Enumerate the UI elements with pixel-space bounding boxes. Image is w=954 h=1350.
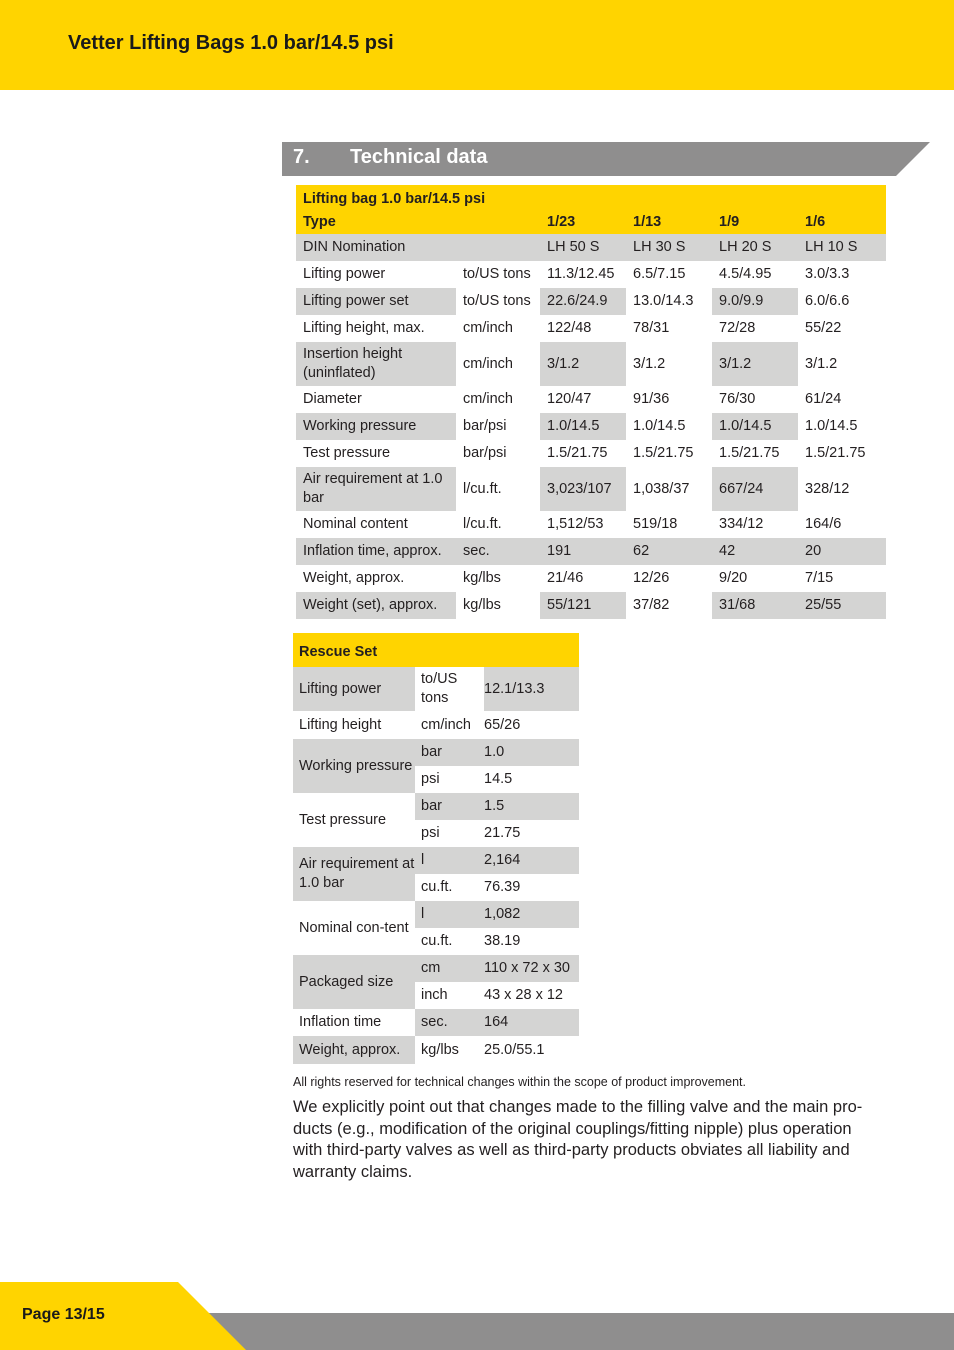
table-cell: 1.0 [484,739,579,766]
row-unit: l [415,901,484,928]
table-cell: 1.5 [484,793,579,820]
table-row [293,901,579,928]
table-row [296,467,886,511]
table-cell: 1.0/14.5 [626,413,712,440]
table-cell: 20 [798,538,886,565]
table-row [293,793,579,820]
table-row [296,386,886,413]
table-caption: Rescue Set [293,633,579,667]
table-cell: 42 [712,538,798,565]
row-unit: l/cu.ft. [456,511,540,538]
row-label: Weight (set), approx. [296,592,456,619]
table-cell: 334/12 [712,511,798,538]
table-cell: 78/31 [626,315,712,342]
header-cell: Type [296,210,456,234]
table-cell: 72/28 [712,315,798,342]
table-cell: 1.5/21.75 [798,440,886,467]
table-cell: 3/1.2 [712,342,798,386]
table-cell: LH 50 S [540,234,626,261]
row-unit: kg/lbs [456,592,540,619]
table-cell: LH 10 S [798,234,886,261]
table-cell: 191 [540,538,626,565]
row-label: Lifting power [296,261,456,288]
row-unit: cm/inch [456,315,540,342]
row-unit: sec. [456,538,540,565]
row-label: Inflation time [293,1009,415,1036]
table-caption-row [293,633,579,667]
table-cell: 11.3/12.45 [540,261,626,288]
row-unit: sec. [415,1009,484,1036]
row-label: Lifting height, max. [296,315,456,342]
header-cell: 1/9 [712,210,798,234]
table-cell: 91/36 [626,386,712,413]
table-cell: 62 [626,538,712,565]
table-cell: 65/26 [484,711,579,739]
table-caption: Lifting bag 1.0 bar/14.5 psi [296,185,886,210]
row-unit: to/US tons [456,288,540,315]
row-unit: inch [415,982,484,1009]
table-cell: 519/18 [626,511,712,538]
table-row [296,261,886,288]
table-cell: 110 x 72 x 30 [484,955,579,982]
header-cell [456,210,540,234]
table-row [296,538,886,565]
table-cell: 7/15 [798,565,886,592]
document-title: Vetter Lifting Bags 1.0 bar/14.5 psi [68,32,394,54]
table-cell: 13.0/14.3 [626,288,712,315]
row-label: Weight, approx. [296,565,456,592]
table-cell: 3/1.2 [540,342,626,386]
table-cell: 76/30 [712,386,798,413]
row-unit: bar/psi [456,413,540,440]
table-cell: 122/48 [540,315,626,342]
table-cell: 6.0/6.6 [798,288,886,315]
table-cell: 3/1.2 [798,342,886,386]
table-row [296,592,886,619]
row-unit: bar [415,739,484,766]
row-unit: cm [415,955,484,982]
table-cell: 3.0/3.3 [798,261,886,288]
table-cell: LH 30 S [626,234,712,261]
row-unit: l/cu.ft. [456,467,540,511]
table-cell: 31/68 [712,592,798,619]
row-unit: to/US tons [415,667,484,711]
row-label: Nominal con-tent [293,901,415,955]
section-title: Technical data [350,146,488,168]
liability-notice: We explicitly point out that changes made to the filling valve and the main pro-ducts (e.g., modification of the original couplings/fitting nipple) plus operation with third-party valves as well as third-party products obviates all liability and warranty claims. [293,1098,863,1181]
table-cell: 12.1/13.3 [484,667,579,711]
table-row [293,847,579,874]
table-cell: 3,023/107 [540,467,626,511]
table-cell: 37/82 [626,592,712,619]
row-label: Inflation time, approx. [296,538,456,565]
table-cell: 1.0/14.5 [540,413,626,440]
table-cell: 1.0/14.5 [798,413,886,440]
table-cell: 1.0/14.5 [712,413,798,440]
table-cell: 76.39 [484,874,579,901]
table-row [296,315,886,342]
table-row [296,565,886,592]
footnote: All rights reserved for technical changes within the scope of product improvement. [293,1075,747,1089]
section-number: 7. [293,146,310,168]
table-cell: 25/55 [798,592,886,619]
table-cell: 9/20 [712,565,798,592]
table-cell: 1,038/37 [626,467,712,511]
row-label: Lifting power set [296,288,456,315]
table-cell: 4.5/4.95 [712,261,798,288]
table-row [293,739,579,766]
row-unit: psi [415,820,484,847]
lifting-bag-table [296,185,886,619]
row-label: Lifting power [293,667,415,711]
table-row [296,440,886,467]
row-label: Diameter [296,386,456,413]
row-label: DIN Nomination [296,234,456,261]
table-header-row [296,210,886,234]
row-label: Lifting height [293,711,415,739]
row-unit: kg/lbs [456,565,540,592]
table-cell: 55/121 [540,592,626,619]
row-unit: bar [415,793,484,820]
table-cell: 9.0/9.9 [712,288,798,315]
table-row [296,413,886,440]
row-label: Air requirement at 1.0 bar [293,847,415,901]
table-row [293,711,579,739]
table-caption-row [296,185,886,210]
section-header [282,142,930,176]
header-cell: 1/23 [540,210,626,234]
page-number: Page 13/15 [22,1306,105,1323]
table-cell: 21/46 [540,565,626,592]
table-row [293,1009,579,1036]
row-unit: kg/lbs [415,1036,484,1064]
table-row [296,234,886,261]
table-cell: 164/6 [798,511,886,538]
row-unit: l [415,847,484,874]
row-label: Working pressure [296,413,456,440]
table-cell: 1.5/21.75 [712,440,798,467]
table-row [293,955,579,982]
table-row [296,288,886,315]
table-cell: LH 20 S [712,234,798,261]
table-cell: 328/12 [798,467,886,511]
table-cell: 61/24 [798,386,886,413]
table-row [293,667,579,711]
table-cell: 1.5/21.75 [626,440,712,467]
row-label: Test pressure [296,440,456,467]
row-unit: cu.ft. [415,874,484,901]
table-cell: 12/26 [626,565,712,592]
table-cell: 1.5/21.75 [540,440,626,467]
table-cell: 120/47 [540,386,626,413]
row-unit: psi [415,766,484,793]
row-label: Insertion height (uninflated) [296,342,456,386]
header-cell: 1/6 [798,210,886,234]
table-cell: 22.6/24.9 [540,288,626,315]
row-unit: cm/inch [415,711,484,739]
row-unit [456,234,540,261]
row-label: Test pressure [293,793,415,847]
table-cell: 14.5 [484,766,579,793]
row-label: Air requirement at 1.0 bar [296,467,456,511]
rescue-set-table [293,633,579,1064]
row-label: Nominal content [296,511,456,538]
table-cell: 38.19 [484,928,579,955]
table-cell: 667/24 [712,467,798,511]
row-unit: cm/inch [456,342,540,386]
row-unit: cu.ft. [415,928,484,955]
row-label: Working pressure [293,739,415,793]
row-label: Weight, approx. [293,1036,415,1064]
table-cell: 1,512/53 [540,511,626,538]
table-row [296,511,886,538]
table-cell: 164 [484,1009,579,1036]
row-unit: to/US tons [456,261,540,288]
table-row [296,342,886,386]
header-cell: 1/13 [626,210,712,234]
table-cell: 21.75 [484,820,579,847]
table-cell: 3/1.2 [626,342,712,386]
table-row [293,1036,579,1064]
row-unit: bar/psi [456,440,540,467]
table-cell: 2,164 [484,847,579,874]
row-unit: cm/inch [456,386,540,413]
table-cell: 6.5/7.15 [626,261,712,288]
table-cell: 43 x 28 x 12 [484,982,579,1009]
row-label: Packaged size [293,955,415,1009]
table-cell: 1,082 [484,901,579,928]
table-cell: 55/22 [798,315,886,342]
table-cell: 25.0/55.1 [484,1036,579,1064]
